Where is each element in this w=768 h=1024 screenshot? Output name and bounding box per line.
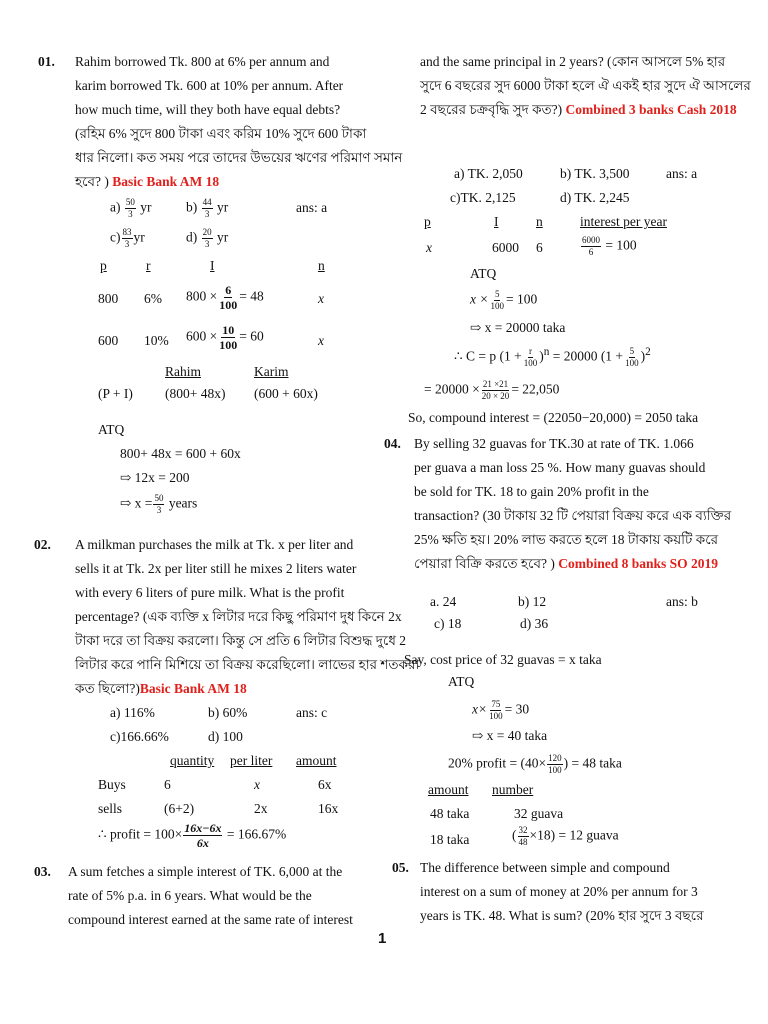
table-header: amount [428, 782, 469, 797]
table-cell: 6000 [492, 240, 519, 255]
fraction: $\frac{10}{100}$ [219, 323, 238, 352]
question-text: transaction? (30 টাকায় 32 টি পেয়ারা বিক্রয় করে এক ব্যক্তির [414, 508, 732, 523]
question-text: A sum fetches a simple interest of TK. 6,000 at the [68, 864, 343, 879]
atq-label: ATQ [98, 422, 125, 437]
fraction: $\frac{21 \times 21}{20 \times 20}$ [481, 379, 510, 401]
fraction: $\frac{50}{3}$ [125, 197, 135, 219]
fraction: $\frac{50}{3}$ [154, 493, 164, 515]
table-header: interest per year [580, 214, 667, 229]
table-cell: x [318, 333, 324, 348]
table-cell: 600 [98, 333, 119, 348]
page-number: 1 [378, 930, 387, 947]
table-header: n [318, 258, 325, 273]
assumption: Say, cost price of 32 guavas = x taka [404, 652, 602, 667]
profit-equation: ∴ profit = 100× $\frac{16x-6x}{6x}$ = 166.67% [98, 821, 287, 850]
fraction: $\frac{83}{3}$ [122, 227, 132, 249]
fraction: $\frac{75}{100}$ [489, 699, 503, 721]
fraction: $\frac{r}{100}$ [523, 345, 538, 368]
table-header: p [100, 258, 107, 273]
conclusion: So, compound interest = (22050−20,000) = 2050 taka [408, 410, 699, 425]
exam-source: Combined 3 banks Cash 2018 [565, 102, 737, 117]
equation: x × $\frac{5}{100}$ = 100 [470, 289, 538, 311]
table-cell: sells [98, 801, 123, 816]
question-text: percentage? (এক ব্যক্তি x লিটার দরে কিছু পরিমাণ দুধ কিনে 2x [75, 609, 402, 624]
equation: ⇨ x = 40 taka [472, 728, 548, 743]
option-b: b) 12 [518, 594, 547, 609]
question-text: A milkman purchases the milk at Tk. x per liter and [75, 537, 354, 552]
question-number: 05. [392, 860, 409, 875]
exam-source: Basic Bank AM 18 [139, 681, 247, 696]
exam-source: Combined 8 banks SO 2019 [558, 556, 719, 571]
question-text: per guava a man loss 25 %. How many guavas should [414, 460, 706, 475]
question-text-bangla: টাকা দরে তা বিক্রয় করলো। কিন্তু সে প্রতি 6 লিটার বিশুদ্ধ দুধে 2 [75, 633, 407, 648]
option-c: c) $\frac{83}{3}$ yr [110, 227, 145, 249]
question-text-bangla-end: পেয়ারা বিক্রি করতে হবে? ) Combined 8 banks SO 2019 [414, 556, 719, 571]
exam-source: Basic Bank AM 18 [112, 174, 220, 189]
option-d: d) TK. 2,245 [560, 190, 630, 205]
fraction: $\frac{120}{100}$ [548, 753, 562, 775]
table-cell: 800 [98, 291, 119, 306]
table-cell: (P + I) [98, 386, 133, 401]
question-text: rate of 5% p.a. in 6 years. What would be the [68, 888, 312, 903]
equation: ⇨ 12x = 200 [120, 470, 190, 485]
question-text: sells it at Tk. 2x per liter still he mixes 2 liters water [75, 561, 357, 576]
fraction: $\frac{6}{100}$ [219, 283, 238, 312]
option-a: a) $\frac{50}{3}$ yr [110, 197, 152, 219]
option-b: b) $\frac{44}{3}$ yr [186, 197, 229, 219]
fraction: $\frac{44}{3}$ [202, 197, 212, 219]
equation: 800+ 48x = 600 + 60x [120, 446, 241, 461]
table-cell-formula: 800 × $\frac{6}{100}$ = 48 [186, 283, 264, 312]
question-text-bangla-end: 2 বছরের চক্রবৃদ্ধি সুদ কত?) Combined 3 banks Cash 2018 [420, 102, 737, 117]
table-header: number [492, 782, 534, 797]
question-text: with every 6 liters of pure milk. What is the profit [75, 585, 345, 600]
option-a: a) TK. 2,050 [454, 166, 523, 181]
question-text: karim borrowed Tk. 600 at 10% per annum. After [75, 78, 344, 93]
question-text: be sold for TK. 18 to gain 20% profit in the [414, 484, 649, 499]
question-number: 04. [384, 436, 401, 451]
fraction: $\frac{32}{48}$ [518, 825, 528, 847]
table-header: Karim [254, 364, 289, 379]
question-text-bangla: (রহিম 6% সুদে 800 টাকা এবং করিম 10% সুদে 600 টাকা [75, 126, 367, 141]
question-text-bangla: সুদে 6 বছরের সুদ 6000 টাকা হলে ঐ একই হার সুদে ঐ আসলের [420, 78, 751, 93]
table-header: amount [296, 753, 337, 768]
table-cell: 2x [254, 801, 268, 816]
atq-label: ATQ [470, 266, 497, 281]
table-header: r [146, 258, 151, 273]
fraction: $\frac{5}{100}$ [625, 345, 639, 368]
answer: ans: a [666, 166, 698, 181]
table-cell: 10% [144, 333, 169, 348]
option-c: c) 18 [434, 616, 462, 631]
question-text-bangla-end: কত ছিলো?)Basic Bank AM 18 [75, 681, 247, 696]
table-header: I [210, 258, 215, 273]
table-cell: 6 [164, 777, 171, 792]
fraction: $\frac{20}{3}$ [202, 227, 212, 249]
option-b: b) TK. 3,500 [560, 166, 630, 181]
option-a: a) 116% [110, 705, 155, 720]
question-text: interest on a sum of money at 20% per annum for 3 [420, 884, 698, 899]
table-cell-formula: ( $\frac{32}{48}$ ×18) = 12 guava [512, 825, 619, 847]
option-d: d) 100 [208, 729, 243, 744]
equation: ⇨ x = $\frac{50}{3}$ years [120, 493, 198, 515]
table-header: per liter [230, 753, 273, 768]
table-cell: 32 guava [514, 806, 564, 821]
answer: ans: b [666, 594, 698, 609]
table-cell-formula: $\frac{6000}{6}$ = 100 [582, 235, 637, 257]
question-text: The difference between simple and compound [420, 860, 670, 875]
equation: x× $\frac{75}{100}$ = 30 [472, 699, 530, 721]
equation: 20% profit = (40× $\frac{120}{100}$ ) = 48 taka [448, 753, 622, 775]
equation: ⇨ x = 20000 taka [470, 320, 566, 335]
question-text-bangla-end: হবে? ) Basic Bank AM 18 [75, 174, 220, 189]
table-header: Rahim [165, 364, 201, 379]
table-header: quantity [170, 753, 215, 768]
table-cell: (600 + 60x) [254, 386, 318, 401]
table-cell: (6+2) [164, 801, 195, 816]
table-header: I [494, 214, 499, 229]
question-text: compound interest earned at the same rate of interest [68, 912, 353, 927]
answer: ans: c [296, 705, 328, 720]
table-cell: 48 taka [430, 806, 470, 821]
answer: ans: a [296, 200, 328, 215]
table-cell: x [318, 291, 324, 306]
fraction: $\frac{16x-6x}{6x}$ [184, 821, 222, 850]
option-d: d) $\frac{20}{3}$ yr [186, 227, 229, 249]
question-text: and the same principal in 2 years? (কোন আসলে 5% হার [420, 54, 726, 69]
option-a: a. 24 [430, 594, 457, 609]
option-d: d) 36 [520, 616, 549, 631]
question-text: By selling 32 guavas for TK.30 at rate of TK. 1.066 [414, 436, 694, 451]
table-cell: 6% [144, 291, 162, 306]
table-cell: (800+ 48x) [165, 386, 226, 401]
equation: = 20000 × $\frac{21 \times 21}{20 \times 20}$ = 22,050 [424, 379, 560, 401]
table-header: n [536, 214, 543, 229]
question-text: Rahim borrowed Tk. 800 at 6% per annum and [75, 54, 330, 69]
table-cell: 6x [318, 777, 332, 792]
question-text: years is TK. 48. What is sum? (20% হার সুদে 3 বছরে [420, 908, 704, 923]
table-cell: x [426, 240, 432, 255]
fraction: $\frac{5}{100}$ [490, 289, 504, 311]
option-b: b) 60% [208, 705, 248, 720]
question-text: how much time, will they both have equal debts? [75, 102, 341, 117]
option-c: c)166.66% [110, 729, 169, 744]
question-text-bangla: লিটার করে পানি মিশিয়ে তা বিক্রয় করেছিলো। লাভের হার শতকরা [75, 657, 420, 672]
option-c: c)TK. 2,125 [450, 190, 516, 205]
table-cell-formula: 600 × $\frac{10}{100}$ = 60 [186, 323, 264, 352]
fraction: $\frac{6000}{6}$ [582, 235, 600, 257]
table-cell: Buys [98, 777, 126, 792]
table-cell: 18 taka [430, 832, 470, 847]
compound-formula: ∴ C = p (1 + $\frac{r}{100}$ )$^n$ = 20000 (1 + $\frac{5}{100}$ )$^2$ [454, 345, 651, 368]
table-cell: 16x [318, 801, 339, 816]
question-number: 01. [38, 54, 55, 69]
question-text-bangla: ধার নিলো। কত সময় পরে তাদের উভয়ের ঋণের পরিমাণ সমান [75, 150, 403, 165]
table-header: p [424, 214, 431, 229]
question-text-bangla: 25% ক্ষতি হয়। 20% লাভ করতে হলে 18 টাকায় কয়টি করে [414, 532, 719, 547]
atq-label: ATQ [448, 674, 475, 689]
table-cell: x [254, 777, 260, 792]
question-number: 03. [34, 864, 51, 879]
table-cell: 6 [536, 240, 543, 255]
question-number: 02. [34, 537, 51, 552]
